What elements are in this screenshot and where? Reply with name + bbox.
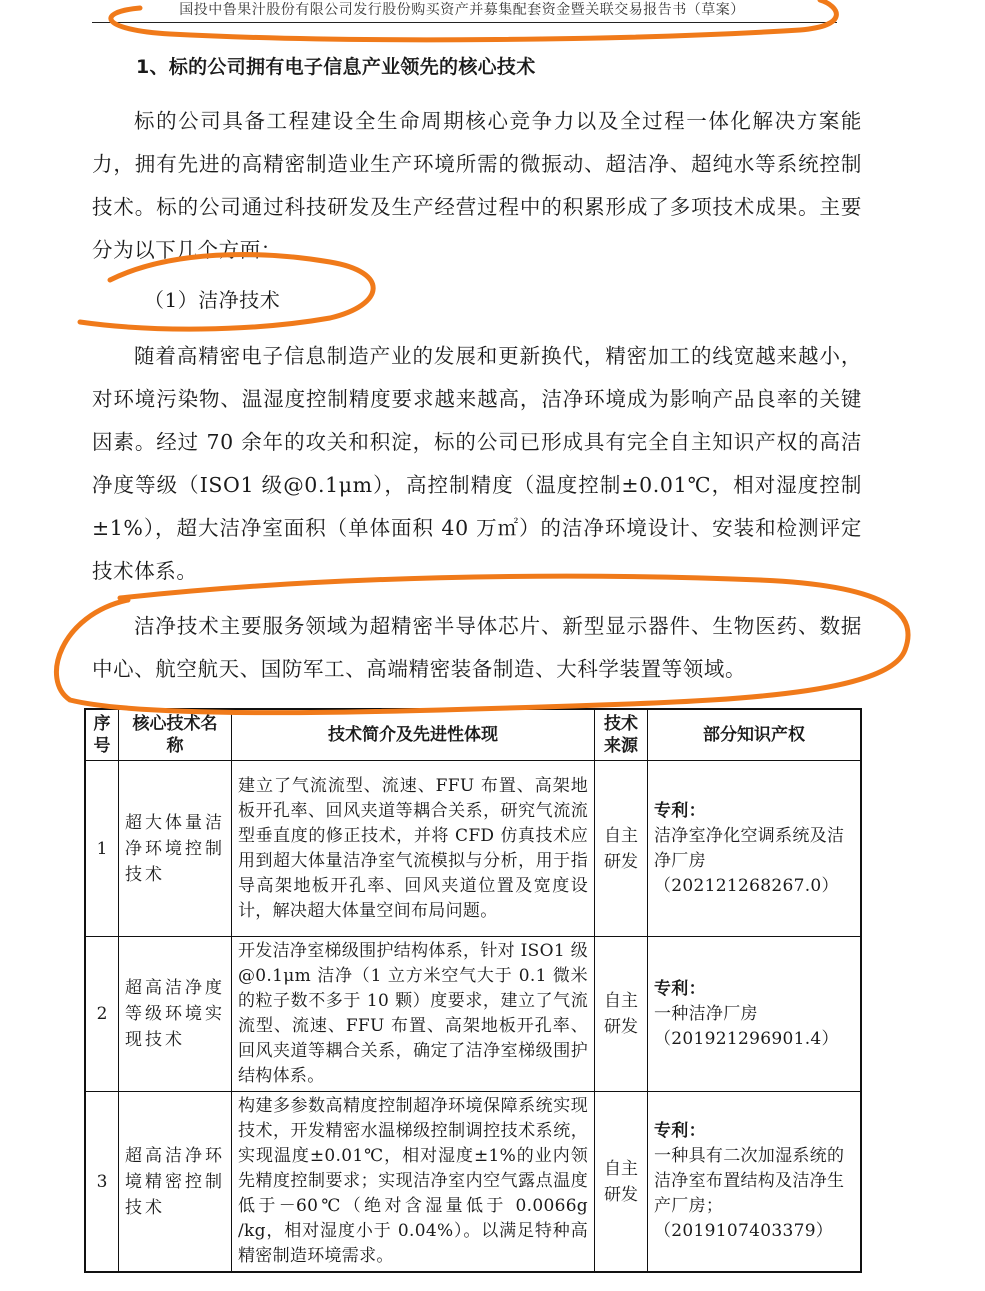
ip-number: （201921296901.4） xyxy=(654,1028,839,1049)
ip-title: 一种洁净厂房 xyxy=(654,1003,758,1024)
row-no: 3 xyxy=(85,1092,119,1273)
row-source: 自主研发 xyxy=(595,1092,648,1273)
subsection-heading: （1）洁净技术 xyxy=(144,288,281,312)
header-rule xyxy=(92,22,837,23)
table-header-row xyxy=(85,709,861,761)
row-description: 开发洁净室梯级围护结构体系，针对 ISO1 级@0.1μm 洁净（1 立方米空气大于 0.1 微米的粒子数不多于 10 颗）度要求，建立了气流流型、流速、FFU 布置、高架地板开孔率、回风夹道等耦合关系，确定了洁净室梯级围护结构体系。 xyxy=(232,937,595,1092)
ip-number: （202121268267.0） xyxy=(654,875,839,896)
table-row xyxy=(85,937,861,1092)
header-desc: 技术简介及先进性体现 xyxy=(232,709,595,761)
row-no: 2 xyxy=(85,937,119,1092)
row-description: 构建多参数高精度控制超净环境保障系统实现技术，开发精密水温梯级控制调控技术系统，实现温度±0.01℃，相对湿度±1%的业内领先精度控制要求；实现洁净室内空气露点温度低于－60℃（绝对含湿量低于 0.0066g /kg，相对湿度小于 0.04%）。以满足特种高精密制造环境需求。 xyxy=(232,1092,595,1273)
intro-paragraph: 标的公司具备工程建设全生命周期核心竞争力以及全过程一体化解决方案能力，拥有先进的高精密制造业生产环境所需的微振动、超洁净、超纯水等系统控制技术。标的公司通过科技研发及生产经营过程中的积累形成了多项技术成果。主要分为以下几个方面： xyxy=(92,109,862,262)
section-title: 1、标的公司拥有电子信息产业领先的核心技术 xyxy=(136,56,536,78)
core-technology-table xyxy=(84,708,862,1273)
header-source: 技术来源 xyxy=(595,709,648,761)
clean-technology-paragraph: 随着高精密电子信息制造产业的发展和更新换代，精密加工的线宽越来越小，对环境污染物、温湿度控制精度要求越来越高，洁净环境成为影响产品良率的关键因素。经过 70 余年的攻关和积淀，标的公司已形成具有完全自主知识产权的高洁净度等级（ISO1 级@0.1μm），高控制精度（温度控制±0.01℃，相对湿度控制±1%），超大洁净室面积（单体面积 40 万㎡）的洁净环境设计、安装和检测评定技术体系。 xyxy=(92,344,862,583)
service-fields-paragraph: 洁净技术主要服务领域为超精密半导体芯片、新型显示器件、生物医药、数据中心、航空航天、国防军工、高端精密装备制造、大科学装置等领域。 xyxy=(92,614,862,681)
row-source: 自主研发 xyxy=(595,937,648,1092)
ip-label: 专利： xyxy=(654,800,706,821)
row-ip xyxy=(648,1092,862,1273)
header-no: 序号 xyxy=(85,709,119,761)
ip-title: 一种具有二次加湿系统的洁净室布置结构及洁净生产厂房； xyxy=(654,1146,845,1216)
row-ip xyxy=(648,761,862,937)
table-row xyxy=(85,761,861,937)
table-row xyxy=(85,1092,861,1273)
row-tech-name: 超高洁净环境精密控制技术 xyxy=(119,1092,232,1273)
row-description: 建立了气流流型、流速、FFU 布置、高架地板开孔率、回风夹道等耦合关系，研究气流流型垂直度的修正技术，并将 CFD 仿真技术应用到超大体量洁净室气流模拟与分析，用于指导高架地板开孔率、回风夹道位置及宽度设计，解决超大体量空间布局问题。 xyxy=(232,761,595,937)
row-no: 1 xyxy=(85,761,119,937)
document-header: 国投中鲁果汁股份有限公司发行股份购买资产并募集配套资金暨关联交易报告书（草案） xyxy=(179,2,745,18)
ip-number: （2019107403379） xyxy=(654,1221,834,1241)
row-tech-name: 超高洁净度等级环境实现技术 xyxy=(119,937,232,1092)
row-tech-name: 超大体量洁净环境控制技术 xyxy=(119,761,232,937)
ip-label: 专利： xyxy=(654,978,706,999)
row-source: 自主研发 xyxy=(595,761,648,937)
ip-title: 洁净室净化空调系统及洁净厂房 xyxy=(654,825,845,871)
header-ip: 部分知识产权 xyxy=(648,709,862,761)
ip-label: 专利： xyxy=(654,1121,706,1141)
header-name: 核心技术名称 xyxy=(119,709,232,761)
row-ip xyxy=(648,937,862,1092)
